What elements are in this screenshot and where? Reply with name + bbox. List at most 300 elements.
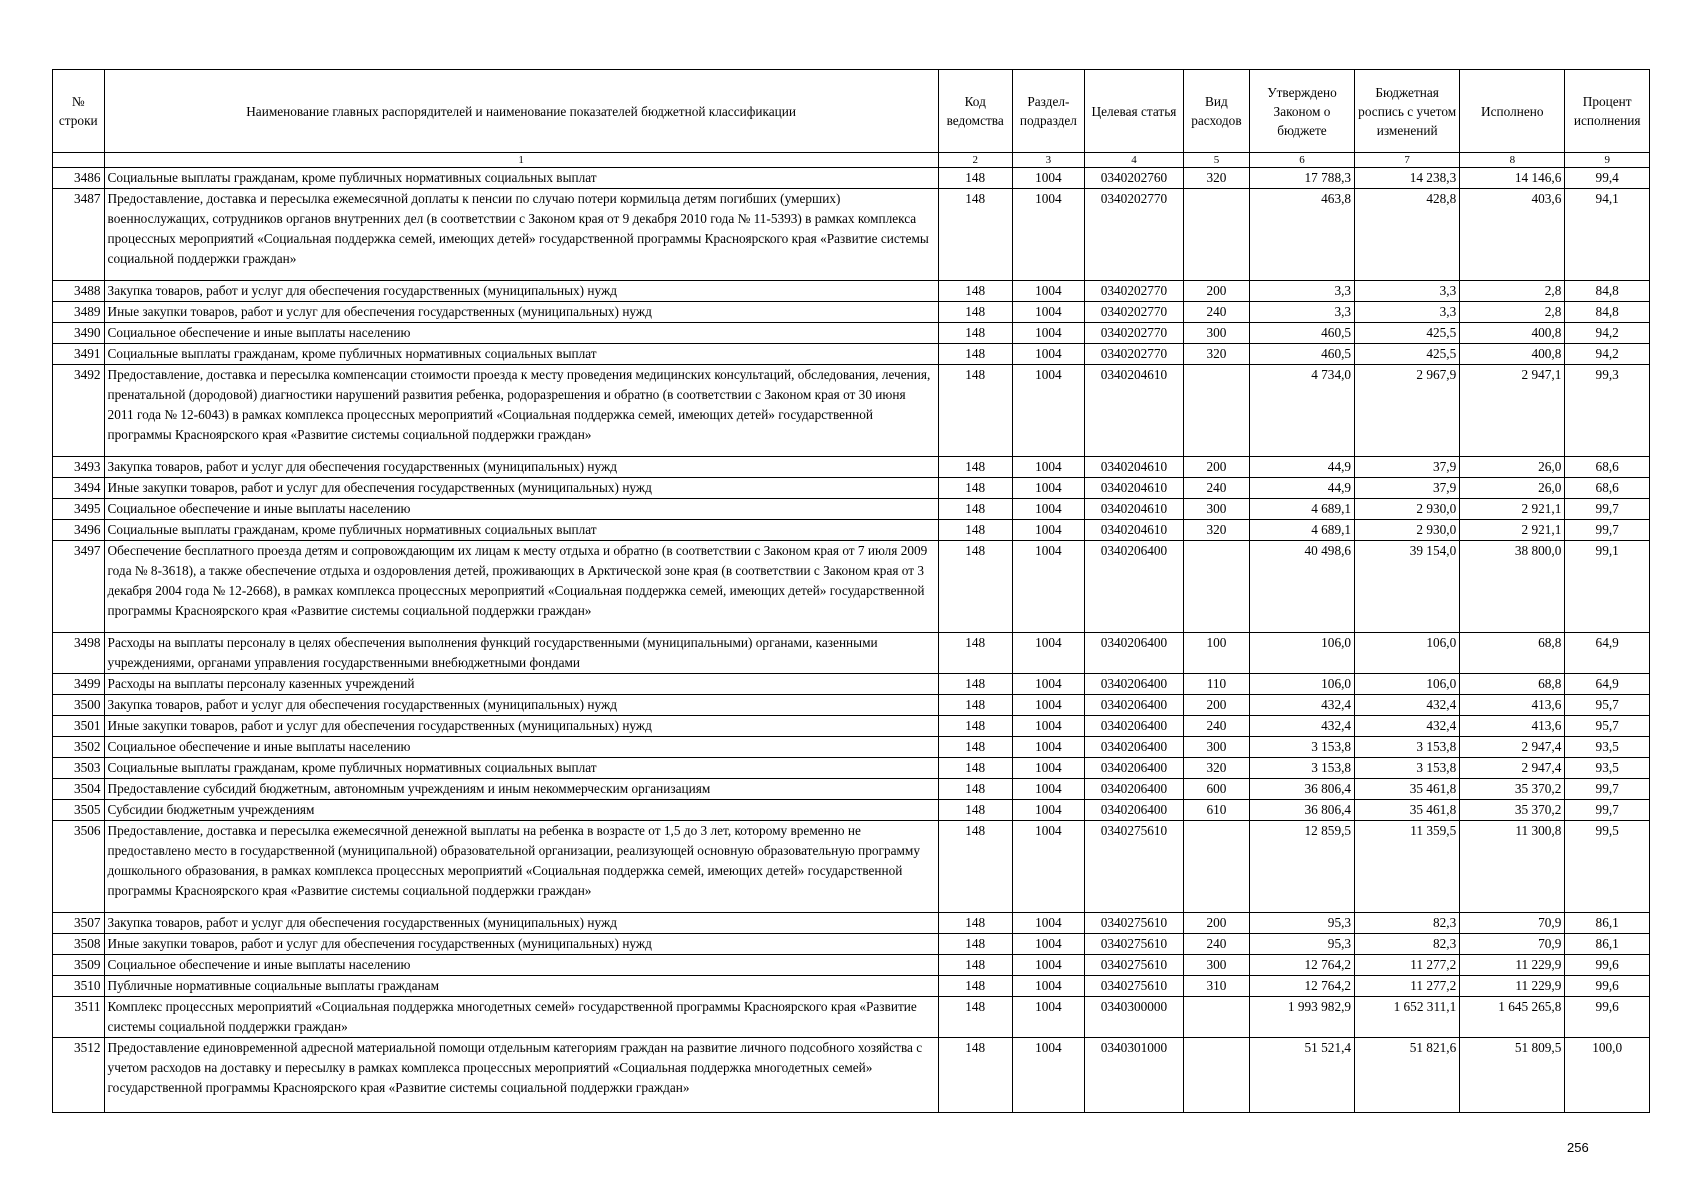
row-number: 3487 — [53, 189, 105, 281]
approved-amount: 44,9 — [1249, 478, 1354, 499]
executed-amount: 413,6 — [1460, 695, 1565, 716]
expense-type: 300 — [1183, 955, 1249, 976]
execution-percent: 99,5 — [1565, 821, 1650, 913]
header-approved: Утверждено Законом о бюджете — [1249, 70, 1354, 153]
section-code: 1004 — [1012, 674, 1084, 695]
table-row — [53, 478, 1650, 499]
dept-code: 148 — [938, 168, 1012, 189]
expense-type: 320 — [1183, 344, 1249, 365]
row-name: Предоставление единовременной адресной материальной помощи отдельным категориям граждан на развитие личного подсобного хозяйства с учетом расходов на доставку и пересылку в рамках комплекса процессных мероприятий «Социальная поддержка многодетных семей» государственной программы Красноярского края «Развитие системы социальной поддержки граждан» — [104, 1038, 938, 1113]
target-article: 0340275610 — [1084, 934, 1183, 955]
expense-type — [1183, 1038, 1249, 1113]
executed-amount: 2 947,4 — [1460, 737, 1565, 758]
row-name: Комплекс процессных мероприятий «Социальная поддержка многодетных семей» государственной программы Красноярского края «Развитие системы социальной поддержки граждан» — [104, 997, 938, 1038]
section-code: 1004 — [1012, 800, 1084, 821]
dept-code: 148 — [938, 478, 1012, 499]
target-article: 0340275610 — [1084, 955, 1183, 976]
approved-amount: 17 788,3 — [1249, 168, 1354, 189]
column-number — [53, 153, 105, 168]
schedule-amount: 35 461,8 — [1355, 800, 1460, 821]
executed-amount: 70,9 — [1460, 934, 1565, 955]
column-number: 5 — [1183, 153, 1249, 168]
approved-amount: 95,3 — [1249, 934, 1354, 955]
dept-code: 148 — [938, 758, 1012, 779]
executed-amount: 70,9 — [1460, 913, 1565, 934]
schedule-amount: 432,4 — [1355, 716, 1460, 737]
row-name: Субсидии бюджетным учреждениям — [104, 800, 938, 821]
expense-type: 610 — [1183, 800, 1249, 821]
executed-amount: 2 947,1 — [1460, 365, 1565, 457]
expense-type: 240 — [1183, 478, 1249, 499]
execution-percent: 64,9 — [1565, 633, 1650, 674]
approved-amount: 432,4 — [1249, 716, 1354, 737]
row-number: 3506 — [53, 821, 105, 913]
expense-type — [1183, 821, 1249, 913]
approved-amount: 40 498,6 — [1249, 541, 1354, 633]
row-number: 3497 — [53, 541, 105, 633]
target-article: 0340275610 — [1084, 913, 1183, 934]
executed-amount: 400,8 — [1460, 323, 1565, 344]
execution-percent: 68,6 — [1565, 457, 1650, 478]
approved-amount: 463,8 — [1249, 189, 1354, 281]
dept-code: 148 — [938, 779, 1012, 800]
dept-code: 148 — [938, 695, 1012, 716]
table-row — [53, 365, 1650, 457]
execution-percent: 95,7 — [1565, 695, 1650, 716]
target-article: 0340202770 — [1084, 323, 1183, 344]
row-name: Предоставление, доставка и пересылка ежемесячной доплаты к пенсии по случаю потери кормильца детям погибших (умерших) военнослужащих, сотрудников органов внутренних дел (в соответствии с Законом края от 9 декабря 2010 года № 11-5393) в рамках комплекса процессных мероприятий «Социальная поддержка семей, имеющих детей» государственной программы Красноярского края «Развитие системы социальной поддержки граждан» — [104, 189, 938, 281]
table-row — [53, 674, 1650, 695]
row-name: Закупка товаров, работ и услуг для обеспечения государственных (муниципальных) нужд — [104, 457, 938, 478]
table-row — [53, 716, 1650, 737]
section-code: 1004 — [1012, 913, 1084, 934]
schedule-amount: 425,5 — [1355, 323, 1460, 344]
schedule-amount: 82,3 — [1355, 934, 1460, 955]
approved-amount: 36 806,4 — [1249, 800, 1354, 821]
section-code: 1004 — [1012, 821, 1084, 913]
column-number: 8 — [1460, 153, 1565, 168]
table-row — [53, 779, 1650, 800]
executed-amount: 1 645 265,8 — [1460, 997, 1565, 1038]
column-number: 6 — [1249, 153, 1354, 168]
execution-percent: 99,7 — [1565, 779, 1650, 800]
row-name: Социальные выплаты гражданам, кроме публичных нормативных социальных выплат — [104, 344, 938, 365]
schedule-amount: 2 930,0 — [1355, 520, 1460, 541]
approved-amount: 95,3 — [1249, 913, 1354, 934]
execution-percent: 99,6 — [1565, 997, 1650, 1038]
schedule-amount: 39 154,0 — [1355, 541, 1460, 633]
expense-type — [1183, 189, 1249, 281]
executed-amount: 400,8 — [1460, 344, 1565, 365]
approved-amount: 106,0 — [1249, 633, 1354, 674]
execution-percent: 86,1 — [1565, 913, 1650, 934]
row-number: 3494 — [53, 478, 105, 499]
expense-type: 320 — [1183, 520, 1249, 541]
target-article: 0340204610 — [1084, 478, 1183, 499]
execution-percent: 99,6 — [1565, 955, 1650, 976]
schedule-amount: 432,4 — [1355, 695, 1460, 716]
expense-type: 200 — [1183, 457, 1249, 478]
row-name: Социальные выплаты гражданам, кроме публичных нормативных социальных выплат — [104, 168, 938, 189]
expense-type: 100 — [1183, 633, 1249, 674]
executed-amount: 11 229,9 — [1460, 955, 1565, 976]
schedule-amount: 11 277,2 — [1355, 976, 1460, 997]
dept-code: 148 — [938, 365, 1012, 457]
approved-amount: 4 689,1 — [1249, 499, 1354, 520]
row-number: 3507 — [53, 913, 105, 934]
target-article: 0340206400 — [1084, 758, 1183, 779]
approved-amount: 4 734,0 — [1249, 365, 1354, 457]
schedule-amount: 106,0 — [1355, 633, 1460, 674]
row-name: Иные закупки товаров, работ и услуг для обеспечения государственных (муниципальных) нужд — [104, 478, 938, 499]
executed-amount: 68,8 — [1460, 633, 1565, 674]
approved-amount: 12 764,2 — [1249, 976, 1354, 997]
expense-type — [1183, 541, 1249, 633]
row-name: Социальное обеспечение и иные выплаты населению — [104, 499, 938, 520]
section-code: 1004 — [1012, 281, 1084, 302]
section-code: 1004 — [1012, 976, 1084, 997]
execution-percent: 99,7 — [1565, 520, 1650, 541]
column-number: 2 — [938, 153, 1012, 168]
row-number: 3508 — [53, 934, 105, 955]
schedule-amount: 11 359,5 — [1355, 821, 1460, 913]
header-expense-type: Вид расходов — [1183, 70, 1249, 153]
expense-type: 110 — [1183, 674, 1249, 695]
table-row — [53, 955, 1650, 976]
dept-code: 148 — [938, 674, 1012, 695]
executed-amount: 68,8 — [1460, 674, 1565, 695]
dept-code: 148 — [938, 499, 1012, 520]
expense-type: 320 — [1183, 168, 1249, 189]
executed-amount: 2 947,4 — [1460, 758, 1565, 779]
expense-type: 320 — [1183, 758, 1249, 779]
expense-type: 240 — [1183, 302, 1249, 323]
execution-percent: 93,5 — [1565, 737, 1650, 758]
header-row-number: № строки — [53, 70, 105, 153]
row-number: 3501 — [53, 716, 105, 737]
table-row — [53, 633, 1650, 674]
row-number: 3492 — [53, 365, 105, 457]
header-section: Раздел-подраздел — [1012, 70, 1084, 153]
executed-amount: 26,0 — [1460, 478, 1565, 499]
dept-code: 148 — [938, 541, 1012, 633]
header-percent: Процент исполнения — [1565, 70, 1650, 153]
dept-code: 148 — [938, 976, 1012, 997]
section-code: 1004 — [1012, 302, 1084, 323]
column-number-row — [53, 153, 1650, 168]
target-article: 0340206400 — [1084, 695, 1183, 716]
section-code: 1004 — [1012, 695, 1084, 716]
dept-code: 148 — [938, 1038, 1012, 1113]
schedule-amount: 35 461,8 — [1355, 779, 1460, 800]
approved-amount: 4 689,1 — [1249, 520, 1354, 541]
table-row — [53, 168, 1650, 189]
row-number: 3504 — [53, 779, 105, 800]
target-article: 0340275610 — [1084, 821, 1183, 913]
executed-amount: 2 921,1 — [1460, 499, 1565, 520]
execution-percent: 94,2 — [1565, 323, 1650, 344]
row-number: 3486 — [53, 168, 105, 189]
approved-amount: 3 153,8 — [1249, 758, 1354, 779]
table-row — [53, 800, 1650, 821]
target-article: 0340204610 — [1084, 520, 1183, 541]
column-number: 9 — [1565, 153, 1650, 168]
approved-amount: 432,4 — [1249, 695, 1354, 716]
approved-amount: 1 993 982,9 — [1249, 997, 1354, 1038]
section-code: 1004 — [1012, 758, 1084, 779]
executed-amount: 2,8 — [1460, 302, 1565, 323]
table-row — [53, 281, 1650, 302]
approved-amount: 12 764,2 — [1249, 955, 1354, 976]
dept-code: 148 — [938, 955, 1012, 976]
execution-percent: 68,6 — [1565, 478, 1650, 499]
approved-amount: 44,9 — [1249, 457, 1354, 478]
approved-amount: 3,3 — [1249, 281, 1354, 302]
row-number: 3505 — [53, 800, 105, 821]
execution-percent: 99,4 — [1565, 168, 1650, 189]
target-article: 0340202770 — [1084, 189, 1183, 281]
schedule-amount: 37,9 — [1355, 478, 1460, 499]
section-code: 1004 — [1012, 499, 1084, 520]
row-name: Социальные выплаты гражданам, кроме публичных нормативных социальных выплат — [104, 758, 938, 779]
section-code: 1004 — [1012, 541, 1084, 633]
expense-type: 300 — [1183, 323, 1249, 344]
section-code: 1004 — [1012, 189, 1084, 281]
target-article: 0340202760 — [1084, 168, 1183, 189]
expense-type: 200 — [1183, 695, 1249, 716]
section-code: 1004 — [1012, 478, 1084, 499]
table-row — [53, 821, 1650, 913]
target-article: 0340206400 — [1084, 674, 1183, 695]
table-header — [53, 70, 1650, 168]
row-name: Социальные выплаты гражданам, кроме публичных нормативных социальных выплат — [104, 520, 938, 541]
section-code: 1004 — [1012, 457, 1084, 478]
execution-percent: 99,6 — [1565, 976, 1650, 997]
page-number: 256 — [1567, 1140, 1589, 1155]
execution-percent: 93,5 — [1565, 758, 1650, 779]
schedule-amount: 106,0 — [1355, 674, 1460, 695]
row-name: Социальное обеспечение и иные выплаты населению — [104, 737, 938, 758]
row-number: 3490 — [53, 323, 105, 344]
target-article: 0340206400 — [1084, 716, 1183, 737]
schedule-amount: 3,3 — [1355, 302, 1460, 323]
dept-code: 148 — [938, 716, 1012, 737]
schedule-amount: 425,5 — [1355, 344, 1460, 365]
section-code: 1004 — [1012, 737, 1084, 758]
row-name: Обеспечение бесплатного проезда детям и сопровождающим их лицам к месту отдыха и обратно (в соответствии с Законом края от 7 июля 2009 года № 8-3618), а также обеспечение отдыха и оздоровления детей, проживающих в Арктической зоне края (в соответствии с Законом края от 3 декабря 2004 года № 12-2668), в рамках комплекса процессных мероприятий «Социальная поддержка семей, имеющих детей» государственной программы Красноярского края «Развитие системы социальной поддержки граждан» — [104, 541, 938, 633]
section-code: 1004 — [1012, 520, 1084, 541]
target-article: 0340202770 — [1084, 302, 1183, 323]
target-article: 0340204610 — [1084, 499, 1183, 520]
row-name: Расходы на выплаты персоналу казенных учреждений — [104, 674, 938, 695]
table-row — [53, 189, 1650, 281]
row-name: Иные закупки товаров, работ и услуг для обеспечения государственных (муниципальных) нужд — [104, 716, 938, 737]
dept-code: 148 — [938, 323, 1012, 344]
dept-code: 148 — [938, 302, 1012, 323]
table-row — [53, 934, 1650, 955]
schedule-amount: 1 652 311,1 — [1355, 997, 1460, 1038]
approved-amount: 12 859,5 — [1249, 821, 1354, 913]
row-number: 3502 — [53, 737, 105, 758]
table-row — [53, 1038, 1650, 1113]
row-number: 3512 — [53, 1038, 105, 1113]
executed-amount: 51 809,5 — [1460, 1038, 1565, 1113]
expense-type — [1183, 997, 1249, 1038]
section-code: 1004 — [1012, 716, 1084, 737]
dept-code: 148 — [938, 934, 1012, 955]
target-article: 0340202770 — [1084, 281, 1183, 302]
schedule-amount: 51 821,6 — [1355, 1038, 1460, 1113]
schedule-amount: 3 153,8 — [1355, 737, 1460, 758]
target-article: 0340301000 — [1084, 1038, 1183, 1113]
executed-amount: 413,6 — [1460, 716, 1565, 737]
column-number: 1 — [104, 153, 938, 168]
expense-type — [1183, 365, 1249, 457]
execution-percent: 84,8 — [1565, 302, 1650, 323]
schedule-amount: 82,3 — [1355, 913, 1460, 934]
section-code: 1004 — [1012, 633, 1084, 674]
row-name: Иные закупки товаров, работ и услуг для обеспечения государственных (муниципальных) нужд — [104, 302, 938, 323]
approved-amount: 3 153,8 — [1249, 737, 1354, 758]
header-dept-code: Код ведомства — [938, 70, 1012, 153]
schedule-amount: 3 153,8 — [1355, 758, 1460, 779]
row-name: Публичные нормативные социальные выплаты гражданам — [104, 976, 938, 997]
approved-amount: 460,5 — [1249, 323, 1354, 344]
row-name: Закупка товаров, работ и услуг для обеспечения государственных (муниципальных) нужд — [104, 695, 938, 716]
schedule-amount: 11 277,2 — [1355, 955, 1460, 976]
execution-percent: 94,1 — [1565, 189, 1650, 281]
dept-code: 148 — [938, 997, 1012, 1038]
schedule-amount: 37,9 — [1355, 457, 1460, 478]
executed-amount: 11 229,9 — [1460, 976, 1565, 997]
execution-percent: 100,0 — [1565, 1038, 1650, 1113]
expense-type: 240 — [1183, 934, 1249, 955]
target-article: 0340206400 — [1084, 737, 1183, 758]
schedule-amount: 2 930,0 — [1355, 499, 1460, 520]
row-number: 3491 — [53, 344, 105, 365]
table-row — [53, 758, 1650, 779]
executed-amount: 2 921,1 — [1460, 520, 1565, 541]
row-name: Закупка товаров, работ и услуг для обеспечения государственных (муниципальных) нужд — [104, 281, 938, 302]
column-number: 4 — [1084, 153, 1183, 168]
table-row — [53, 997, 1650, 1038]
section-code: 1004 — [1012, 168, 1084, 189]
execution-percent: 99,3 — [1565, 365, 1650, 457]
section-code: 1004 — [1012, 997, 1084, 1038]
dept-code: 148 — [938, 457, 1012, 478]
expense-type: 600 — [1183, 779, 1249, 800]
column-number: 3 — [1012, 153, 1084, 168]
target-article: 0340204610 — [1084, 365, 1183, 457]
row-name: Социальное обеспечение и иные выплаты населению — [104, 323, 938, 344]
dept-code: 148 — [938, 633, 1012, 674]
executed-amount: 26,0 — [1460, 457, 1565, 478]
execution-percent: 99,1 — [1565, 541, 1650, 633]
schedule-amount: 14 238,3 — [1355, 168, 1460, 189]
approved-amount: 36 806,4 — [1249, 779, 1354, 800]
row-number: 3499 — [53, 674, 105, 695]
table-row — [53, 695, 1650, 716]
schedule-amount: 3,3 — [1355, 281, 1460, 302]
target-article: 0340206400 — [1084, 633, 1183, 674]
row-number: 3489 — [53, 302, 105, 323]
approved-amount: 51 521,4 — [1249, 1038, 1354, 1113]
schedule-amount: 428,8 — [1355, 189, 1460, 281]
executed-amount: 35 370,2 — [1460, 800, 1565, 821]
dept-code: 148 — [938, 189, 1012, 281]
target-article: 0340206400 — [1084, 779, 1183, 800]
section-code: 1004 — [1012, 1038, 1084, 1113]
table-body — [53, 168, 1650, 1113]
executed-amount: 38 800,0 — [1460, 541, 1565, 633]
table-row — [53, 499, 1650, 520]
row-number: 3498 — [53, 633, 105, 674]
header-target-article: Целевая статья — [1084, 70, 1183, 153]
expense-type: 300 — [1183, 737, 1249, 758]
table-row — [53, 913, 1650, 934]
target-article: 0340275610 — [1084, 976, 1183, 997]
table-row — [53, 457, 1650, 478]
row-number: 3500 — [53, 695, 105, 716]
table-row — [53, 302, 1650, 323]
document-page — [52, 69, 1650, 1113]
approved-amount: 106,0 — [1249, 674, 1354, 695]
executed-amount: 11 300,8 — [1460, 821, 1565, 913]
table-row — [53, 737, 1650, 758]
section-code: 1004 — [1012, 779, 1084, 800]
row-number: 3496 — [53, 520, 105, 541]
dept-code: 148 — [938, 520, 1012, 541]
executed-amount: 403,6 — [1460, 189, 1565, 281]
target-article: 0340300000 — [1084, 997, 1183, 1038]
section-code: 1004 — [1012, 344, 1084, 365]
dept-code: 148 — [938, 281, 1012, 302]
expense-type: 200 — [1183, 913, 1249, 934]
execution-percent: 95,7 — [1565, 716, 1650, 737]
header-row — [53, 70, 1650, 153]
row-number: 3495 — [53, 499, 105, 520]
table-row — [53, 976, 1650, 997]
execution-percent: 99,7 — [1565, 499, 1650, 520]
target-article: 0340204610 — [1084, 457, 1183, 478]
table-row — [53, 520, 1650, 541]
row-number: 3511 — [53, 997, 105, 1038]
row-number: 3509 — [53, 955, 105, 976]
row-name: Предоставление субсидий бюджетным, автономным учреждениям и иным некоммерческим организациям — [104, 779, 938, 800]
execution-percent: 86,1 — [1565, 934, 1650, 955]
section-code: 1004 — [1012, 323, 1084, 344]
dept-code: 148 — [938, 821, 1012, 913]
section-code: 1004 — [1012, 365, 1084, 457]
dept-code: 148 — [938, 800, 1012, 821]
executed-amount: 35 370,2 — [1460, 779, 1565, 800]
target-article: 0340202770 — [1084, 344, 1183, 365]
header-budget-schedule: Бюджетная роспись с учетом изменений — [1355, 70, 1460, 153]
row-name: Расходы на выплаты персоналу в целях обеспечения выполнения функций государственными (муниципальными) органами, казенными учреждениями, органами управления государственными внебюджетными фондами — [104, 633, 938, 674]
schedule-amount: 2 967,9 — [1355, 365, 1460, 457]
dept-code: 148 — [938, 737, 1012, 758]
expense-type: 240 — [1183, 716, 1249, 737]
execution-percent: 99,7 — [1565, 800, 1650, 821]
row-name: Иные закупки товаров, работ и услуг для обеспечения государственных (муниципальных) нужд — [104, 934, 938, 955]
row-name: Закупка товаров, работ и услуг для обеспечения государственных (муниципальных) нужд — [104, 913, 938, 934]
row-number: 3503 — [53, 758, 105, 779]
executed-amount: 14 146,6 — [1460, 168, 1565, 189]
row-name: Предоставление, доставка и пересылка ежемесячной денежной выплаты на ребенка в возрасте от 1,5 до 3 лет, которому временно не предоставлено место в государственной (муниципальной) образовательной организации, реализующей основную образовательную программу дошкольного образования, в рамках комплекса процессных мероприятий «Социальная поддержка семей, имеющих детей» государственной программы Красноярского края «Развитие системы социальной поддержки граждан» — [104, 821, 938, 913]
row-number: 3493 — [53, 457, 105, 478]
header-executed: Исполнено — [1460, 70, 1565, 153]
execution-percent: 94,2 — [1565, 344, 1650, 365]
